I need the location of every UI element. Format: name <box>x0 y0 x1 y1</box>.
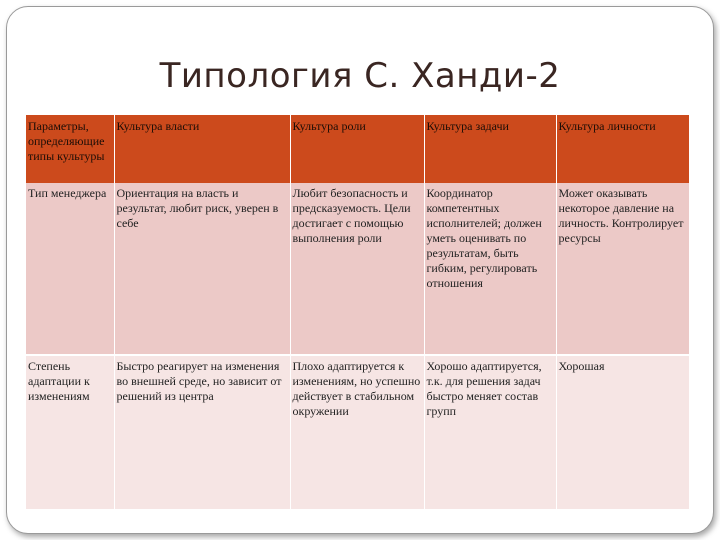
table-cell: Координатор компетентных исполнителей; должен уметь оценивать по результатам, быть гибким, регулировать отношения <box>424 183 556 355</box>
table-cell: Может оказывать некоторое давление на личность. Контролирует ресурсы <box>556 183 689 355</box>
header-cell-role-culture: Культура роли <box>290 115 424 183</box>
header-cell-power-culture: Культура власти <box>114 115 290 183</box>
slide-title: Типология С. Ханди-2 <box>159 56 561 96</box>
row-label-adaptation: Степень адаптации к изменениям <box>26 355 114 509</box>
table-row <box>26 183 689 355</box>
table-cell: Хорошо адаптируется, т.к. для решения задач быстро меняет состав групп <box>424 355 556 509</box>
row-label-manager-type: Тип менеджера <box>26 183 114 355</box>
table-cell: Плохо адаптируется к изменениям, но успешно действует в стабильном окружении <box>290 355 424 509</box>
typology-table <box>26 115 689 509</box>
header-cell-person-culture: Культура личности <box>556 115 689 183</box>
header-cell-parameters: Параметры, определяющие типы культуры <box>26 115 114 183</box>
table-cell: Хорошая <box>556 355 689 509</box>
table-cell: Любит безопасность и предсказуемость. Цели достигает с помощью выполнения роли <box>290 183 424 355</box>
table-cell: Ориентация на власть и результат, любит риск, уверен в себе <box>114 183 290 355</box>
table-cell: Быстро реагирует на изменения во внешней среде, но зависит от решений из центра <box>114 355 290 509</box>
table-header-row <box>26 115 689 183</box>
header-cell-task-culture: Культура задачи <box>424 115 556 183</box>
table-row <box>26 355 689 509</box>
